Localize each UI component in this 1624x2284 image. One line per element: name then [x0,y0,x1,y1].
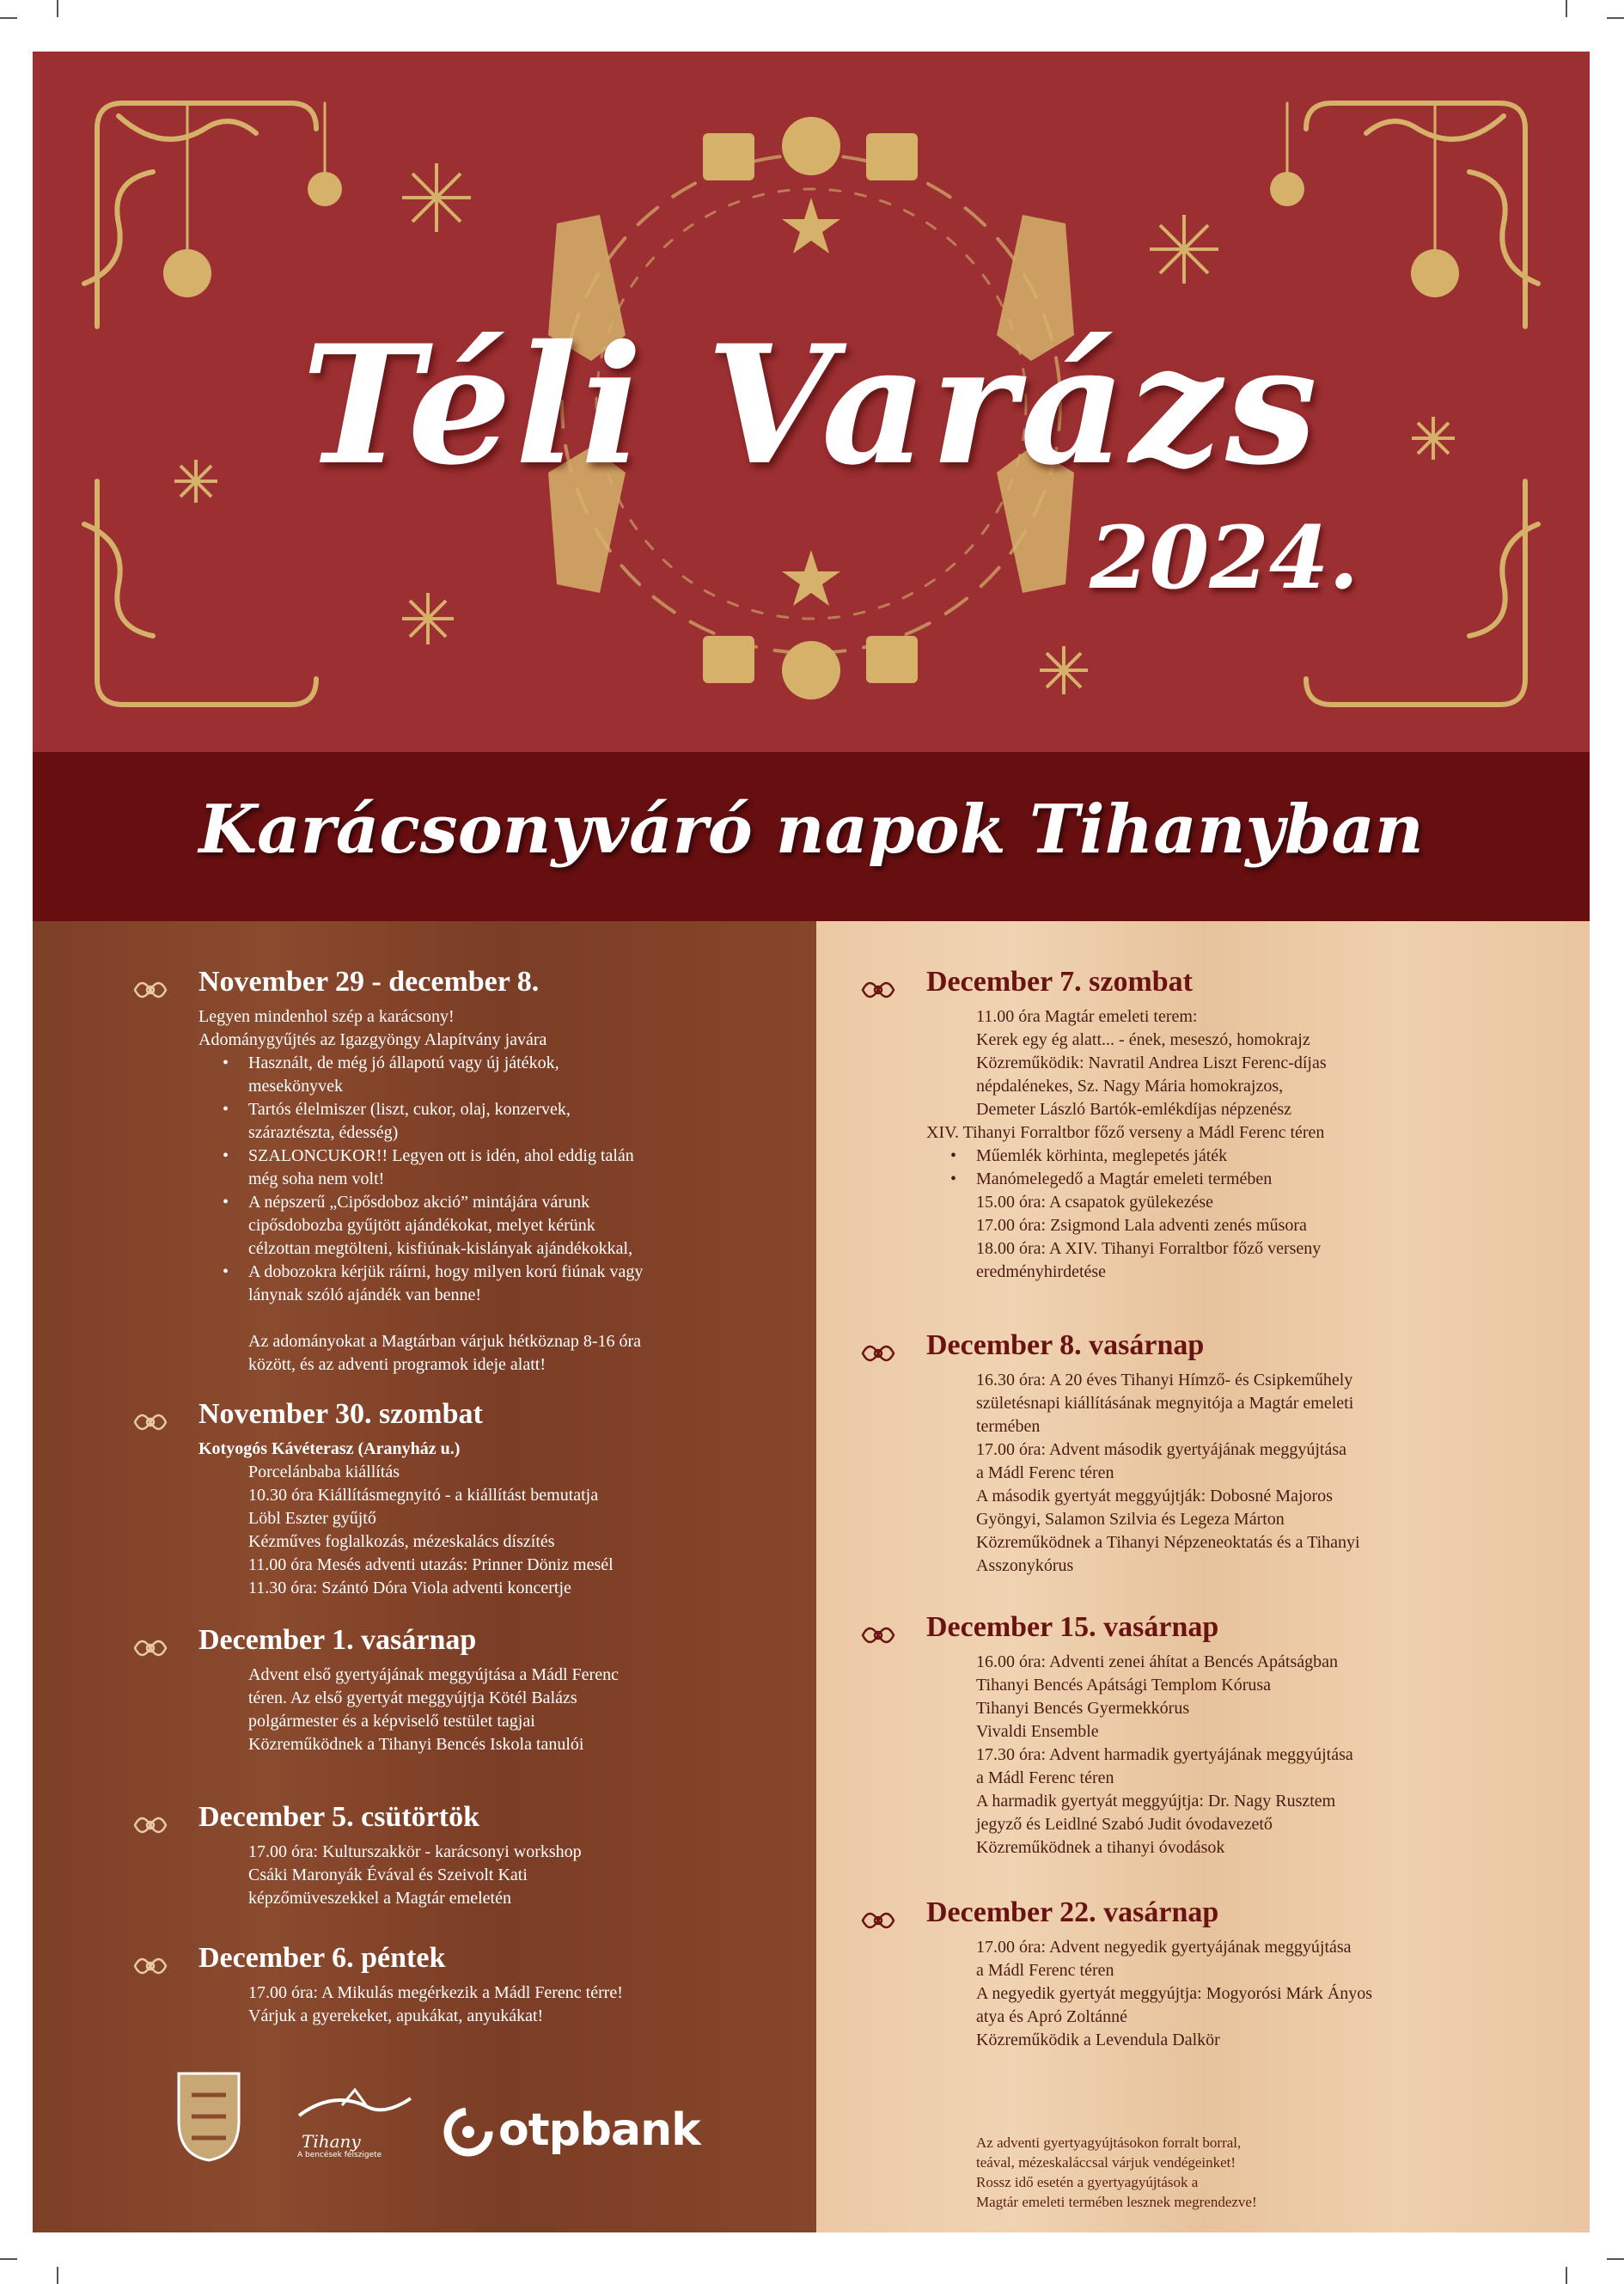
christmas-ball-icon [163,249,211,297]
event-line: Kézműves foglalkozás, mézeskalács díszítés [248,1532,555,1551]
gift-icon [703,636,754,683]
event-line: 16.30 óra: A 20 éves Tihanyi Hímző- és Csipkeműhely [976,1371,1353,1389]
footer-note [976,2133,1257,2212]
christmas-ball-icon [1270,172,1304,206]
event-heading: December 1. vasárnap [198,1624,477,1656]
bullet-item: • A dobozokra kérjük ráírni, hogy milyen korú fiúnak vagy [198,1261,643,1284]
event-line: Demeter László Bartók-emlékdíjas népzenész [976,1100,1292,1119]
year-label: 2024. [1090,507,1359,608]
event-body [198,1005,643,1377]
snowflake-icon [1150,215,1218,284]
otp-swirl-icon [443,2107,493,2157]
ornament-icon [859,971,897,1009]
bullet-item: • Tartós élelmiszer (liszt, cukor, olaj, konzervek, [198,1098,643,1121]
crop-mark [1566,0,1567,17]
bird-logo-icon [290,2081,419,2133]
event-place: Kotyogós Kávéterasz (Aranyház u.) [198,1439,461,1458]
tihany-logo-text: Tihany [302,2131,361,2152]
event-line: születésnapi kiállításának megnyitója a Magtár emeleti [976,1394,1354,1413]
event-line: termében [976,1417,1041,1436]
event-line: 17.30 óra: Advent harmadik gyertyájának meggyújtása [976,1745,1353,1764]
gift-icon [703,133,754,180]
event-line: népdalénekes, Sz. Nagy Mária homokrajzos, [976,1077,1284,1096]
event-line: 17.00 óra: Advent második gyertyájának meggyújtása [976,1440,1347,1459]
event-line: Közreműködik: Navratil Andrea Liszt Ferenc-díjas [976,1053,1327,1072]
event-heading: December 6. péntek [198,1942,446,1974]
tihany-logo-subtext: A bencések félszigete [297,2151,382,2159]
event-line: 17.00 óra: A Mikulás megérkezik a Mádl Ferenc térre! [248,1983,623,2002]
event-line: A második gyertyát meggyújtják: Dobosné Majoros [976,1487,1333,1505]
event-line: 16.00 óra: Adventi zenei áhítat a Bencés Apátságban [976,1652,1338,1671]
event-line: Kerek egy ég alatt... - ének, meseszó, homokrajz [976,1030,1310,1049]
event-line: Tihanyi Bencés Apátsági Templom Kórusa [976,1676,1272,1695]
event-line: XIV. Tihanyi Forraltbor főző verseny a Mádl Ferenc téren [926,1123,1325,1142]
otp-logo-text: otpbank [498,2104,700,2156]
event-line: képzőmüveszekkel a Magtár emeletén [248,1889,511,1908]
ornament-icon [859,1902,897,1939]
footer-line: Rossz idő esetén a gyertyagyújtások a [976,2174,1199,2190]
event-line: 10.30 óra Kiállításmegnyitó - a kiállítást bemutatja [248,1486,599,1505]
event-line: 11.00 óra Mesés adventi utazás: Prinner Döniz mesél [248,1555,614,1574]
event-line: Várjuk a gyerekeket, apukákat, anyukákat! [248,2006,544,2025]
event-line: Legyen mindenhol szép a karácsony! [198,1007,455,1026]
ornament-icon [131,971,169,1009]
event-line: Porcelánbaba kiállítás [248,1463,400,1481]
event-line: a Mádl Ferenc téren [976,1768,1114,1787]
event-line: polgármester és a képviselő testület tagjai [248,1712,535,1731]
event-body [198,1438,614,1600]
event-heading: December 8. vasárnap [926,1329,1205,1361]
footer-line: Magtár emeleti termében lesznek megrendezve! [976,2194,1257,2210]
event-line: Közreműködnek a tihanyi óvodások [976,1838,1225,1857]
event-line: Tihanyi Bencés Gyermekkórus [976,1699,1190,1718]
christmas-ball-icon [1411,249,1459,297]
event-line: Vivaldi Ensemble [976,1722,1099,1741]
left-column [33,921,816,2232]
event-heading: December 22. vasárnap [926,1896,1219,1928]
event-body [926,1651,1353,1860]
event-line: Advent első gyertyájának meggyújtása a Mádl Ferenc [248,1665,619,1684]
ornament-icon [859,1616,897,1654]
event-line: A negyedik gyertyát meggyújtja: Mogyorósi Márk Ányos [976,1984,1373,2003]
event-body [198,1982,623,2028]
page-title: Téli Varázs [301,309,1322,501]
christmas-ball-icon [782,117,840,175]
crop-mark [1607,17,1624,19]
crest-icon [174,2069,243,2164]
ornament-icon [131,1947,169,1985]
event-line: cipősdobozba gyűjtött ajándékokat, melyet kérünk [248,1216,595,1235]
event-line: Csáki Maronyák Évával és Szeivolt Kati [248,1866,528,1884]
crop-mark [0,2258,17,2260]
event-line: Gyöngyi, Salamon Szilvia és Legeza Márton [976,1510,1285,1529]
event-line: között, és az adventi programok ideje alatt! [248,1355,546,1374]
event-line: Adománygyűjtés az Igazgyöngy Alapítvány javára [198,1030,547,1049]
event-line: Közreműködnek a Tihanyi Népzeneoktatás és a Tihanyi [976,1533,1360,1552]
crop-mark [57,0,58,17]
event-line: a Mádl Ferenc téren [976,1961,1114,1980]
bullet-item: • Műemlék körhinta, meglepetés játék [926,1145,1327,1168]
ornament-icon [131,1629,169,1667]
footer-line: Az adventi gyertyagyújtásokon forralt borral, [976,2134,1242,2151]
event-line: Löbl Eszter gyűjtő [248,1509,376,1528]
bullet-item: • SZALONCUKOR!! Legyen ott is idén, ahol eddig talán [198,1145,643,1168]
event-line: 11.00 óra Magtár emeleti terem: [976,1007,1198,1026]
event-line: száraztészta, édesség) [248,1123,399,1142]
snowflake-icon [402,593,454,644]
event-heading: December 15. vasárnap [926,1611,1219,1643]
event-heading: November 30. szombat [198,1398,483,1430]
poster [33,52,1590,2232]
ornament-icon [131,1806,169,1844]
christmas-ball-icon [782,641,840,699]
right-column [816,921,1590,2232]
event-line: eredményhirdetése [976,1262,1107,1281]
star-icon [782,550,840,606]
crop-mark [0,17,17,19]
event-line: Asszonykórus [976,1556,1074,1575]
event-line: célzottan megtölteni, kisfiúnak-kislányak ajándékokkal, [248,1239,633,1258]
snowflake-icon [1040,646,1088,694]
star-icon [782,198,840,253]
event-line: Az adományokat a Magtárban várjuk hétköznap 8-16 óra [248,1332,642,1351]
event-heading: November 29 - december 8. [198,966,540,998]
ornament-icon [131,1403,169,1441]
event-line: 17.00 óra: Advent negyedik gyertyájának meggyújtása [976,1938,1352,1957]
event-body [198,1841,582,1910]
gift-icon [866,636,918,683]
gift-icon [866,133,918,180]
crop-mark [57,2267,58,2284]
ornament-icon [859,1334,897,1372]
event-heading: December 5. csütörtök [198,1801,480,1833]
event-heading: December 7. szombat [926,966,1194,998]
event-line: Közreműködnek a Tihanyi Bencés Iskola tanulói [248,1735,584,1754]
bullet-item: • Használt, de még jó állapotú vagy új játékok, [198,1052,643,1075]
event-line: lánynak szóló ajándék van benne! [248,1286,482,1304]
event-line: A harmadik gyertyát meggyújtja: Dr. Nagy Rusztem [976,1792,1336,1811]
subtitle-band [33,752,1590,921]
subtitle: Karácsonyváró napok Tihanyban [198,791,1424,869]
event-body [198,1664,619,1756]
event-line: még soha nem volt! [248,1169,385,1188]
event-line: 11.30 óra: Szántó Dóra Viola adventi koncertje [248,1579,571,1597]
event-line: 17.00 óra: Kulturszakkör - karácsonyi workshop [248,1842,582,1861]
event-line: téren. Az első gyertyát meggyújtja Kötél Balázs [248,1689,577,1707]
snowflake-icon [402,163,471,232]
event-line: 17.00 óra: Zsigmond Lala adventi zenés műsora [976,1216,1307,1235]
event-line: 15.00 óra: A csapatok gyülekezése [976,1193,1214,1212]
event-body [926,1936,1372,2052]
event-body [926,1369,1360,1578]
event-line: atya és Apró Zoltánné [976,2007,1128,2026]
event-line: 18.00 óra: A XIV. Tihanyi Forraltbor főző verseny [976,1239,1322,1258]
event-line: jegyző és Leidlné Szabó Judit óvodavezető [976,1815,1273,1834]
footer-line: teával, mézeskaláccsal várjuk vendégeinket! [976,2154,1236,2171]
header-banner [33,52,1590,752]
event-body [926,1005,1327,1284]
event-line: mesekönyvek [248,1077,343,1096]
event-line: a Mádl Ferenc téren [976,1463,1114,1482]
bullet-item: • A népszerű „Cipősdoboz akció” mintájára várunk [198,1191,643,1214]
bullet-item: • Manómelegedő a Magtár emeleti termében [926,1168,1327,1191]
christmas-ball-icon [308,172,342,206]
event-line: Közreműködik a Levendula Dalkör [976,2031,1220,2049]
crop-mark [1607,2258,1624,2260]
crop-mark [1566,2267,1567,2284]
